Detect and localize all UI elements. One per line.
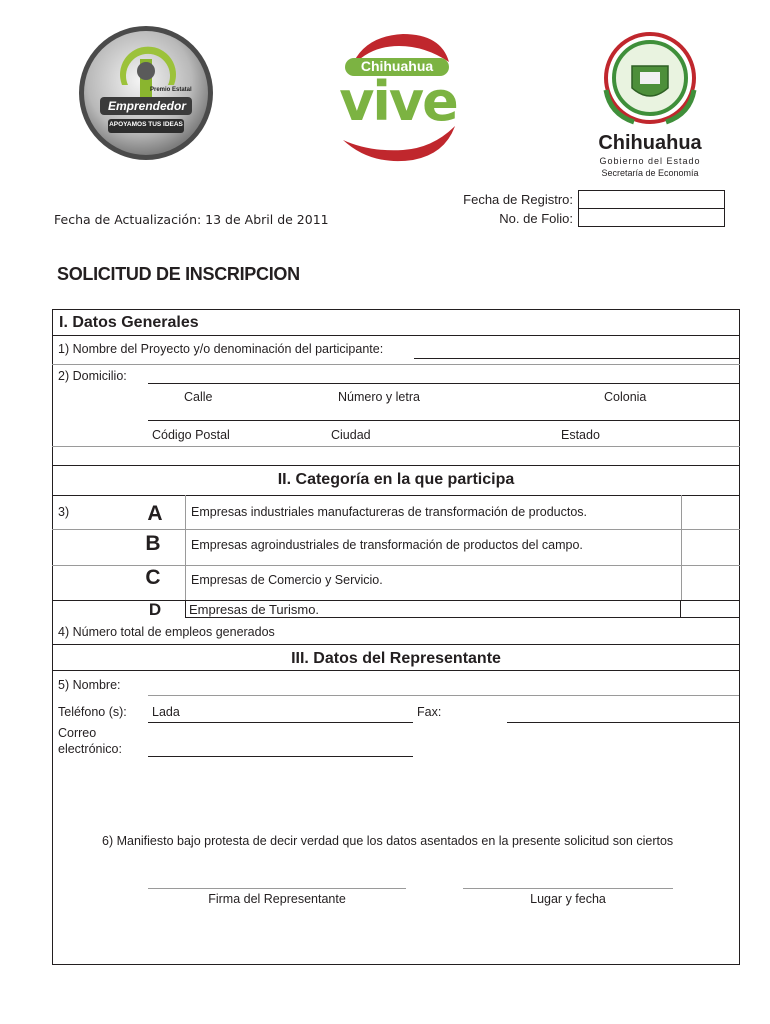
page-title: SOLICITUD DE INSCRIPCION xyxy=(57,264,300,284)
domicilio-line-2[interactable] xyxy=(148,420,739,421)
form-top-border xyxy=(52,309,740,310)
telefono-answer-line[interactable] xyxy=(148,722,413,723)
emprendedor-name: Emprendedor xyxy=(107,99,186,113)
category-d-check[interactable] xyxy=(680,600,740,618)
lada-label: Lada xyxy=(152,705,180,719)
emprendedor-top-text: Premio Estatal xyxy=(150,87,192,93)
folio-label: No. de Folio: xyxy=(499,211,573,226)
category-c-letter: C xyxy=(145,566,161,589)
lugar-line[interactable] xyxy=(463,888,673,889)
q1-label: 1) Nombre del Proyecto y/o denominación del participante: xyxy=(58,342,384,356)
q1-answer-line[interactable] xyxy=(414,358,739,359)
category-check-divider xyxy=(681,495,682,601)
numero-label: Número y letra xyxy=(338,390,420,404)
form-bottom-border xyxy=(52,964,740,965)
section1-divider xyxy=(52,335,740,336)
lugar-label: Lugar y fecha xyxy=(530,892,606,906)
gobierno-subtitle: Gobierno del Estado xyxy=(599,156,701,166)
telefono-label: Teléfono (s): xyxy=(58,705,127,719)
category-b-letter: B xyxy=(145,532,161,555)
gobierno-chihuahua-logo xyxy=(590,30,710,180)
row-divider xyxy=(52,446,740,447)
correo-label-1: Correo xyxy=(58,726,97,740)
category-b-text: Empresas agroindustriales de transformación de productos del campo. xyxy=(191,538,583,552)
q2-label: 2) Domicilio: xyxy=(58,369,127,383)
section3-divider xyxy=(52,670,740,671)
row-divider xyxy=(52,364,740,365)
nombre-label: 5) Nombre: xyxy=(58,678,121,692)
domicilio-line-1[interactable] xyxy=(148,383,739,384)
fecha-actualizacion: Fecha de Actualización: 13 de Abril de 2011 xyxy=(54,212,329,227)
estado-label: Estado xyxy=(561,428,600,442)
section1-title: I. Datos Generales xyxy=(59,314,199,331)
emprendedor-tagline: APOYAMOS TUS IDEAS xyxy=(109,121,183,128)
gobierno-dept: Secretaría de Economía xyxy=(601,168,699,178)
emprendedor-logo xyxy=(78,25,214,161)
colonia-label: Colonia xyxy=(604,390,647,404)
category-a-letter: A xyxy=(147,502,163,525)
category-a-text: Empresas industriales manufactureras de transformación de productos. xyxy=(191,505,588,519)
section2-end xyxy=(52,644,740,645)
category-d-text: Empresas de Turismo. xyxy=(189,602,320,617)
q3-label: 3) xyxy=(58,505,70,519)
fecha-registro-field[interactable] xyxy=(578,190,725,209)
fecha-registro-label: Fecha de Registro: xyxy=(463,192,573,207)
category-c-text: Empresas de Comercio y Servicio. xyxy=(191,573,383,587)
gobierno-title: Chihuahua xyxy=(598,132,702,154)
chihuahua-vive-logo xyxy=(333,28,463,168)
section2-title: II. Categoría en la que participa xyxy=(277,471,515,488)
section2-divider xyxy=(52,495,740,496)
nombre-answer-line[interactable] xyxy=(148,695,739,696)
correo-answer-line[interactable] xyxy=(148,756,413,757)
cp-label: Código Postal xyxy=(152,428,230,442)
manifiesto-text: 6) Manifiesto bajo protesta de decir verdad que los datos asentados en la presente solicitud son ciertos xyxy=(102,834,674,848)
category-divider xyxy=(52,529,740,530)
folio-field[interactable] xyxy=(578,208,725,227)
firma-line[interactable] xyxy=(148,888,406,889)
form-right-border xyxy=(739,309,740,965)
calle-label: Calle xyxy=(184,390,213,404)
firma-label: Firma del Representante xyxy=(208,892,346,906)
correo-label-2: electrónico: xyxy=(58,742,122,756)
q4-label: 4) Número total de empleos generados xyxy=(58,625,275,639)
category-letter-divider xyxy=(185,495,186,601)
vive-main-text: vive xyxy=(339,70,457,133)
fax-label: Fax: xyxy=(417,705,442,719)
form-left-border xyxy=(52,309,53,965)
ciudad-label: Ciudad xyxy=(331,428,371,442)
category-d-letter: D xyxy=(148,600,162,619)
fax-answer-line[interactable] xyxy=(507,722,739,723)
section3-title: III. Datos del Representante xyxy=(291,650,501,667)
section1-end xyxy=(52,465,740,466)
vive-top-text: Chihuahua xyxy=(360,58,434,74)
